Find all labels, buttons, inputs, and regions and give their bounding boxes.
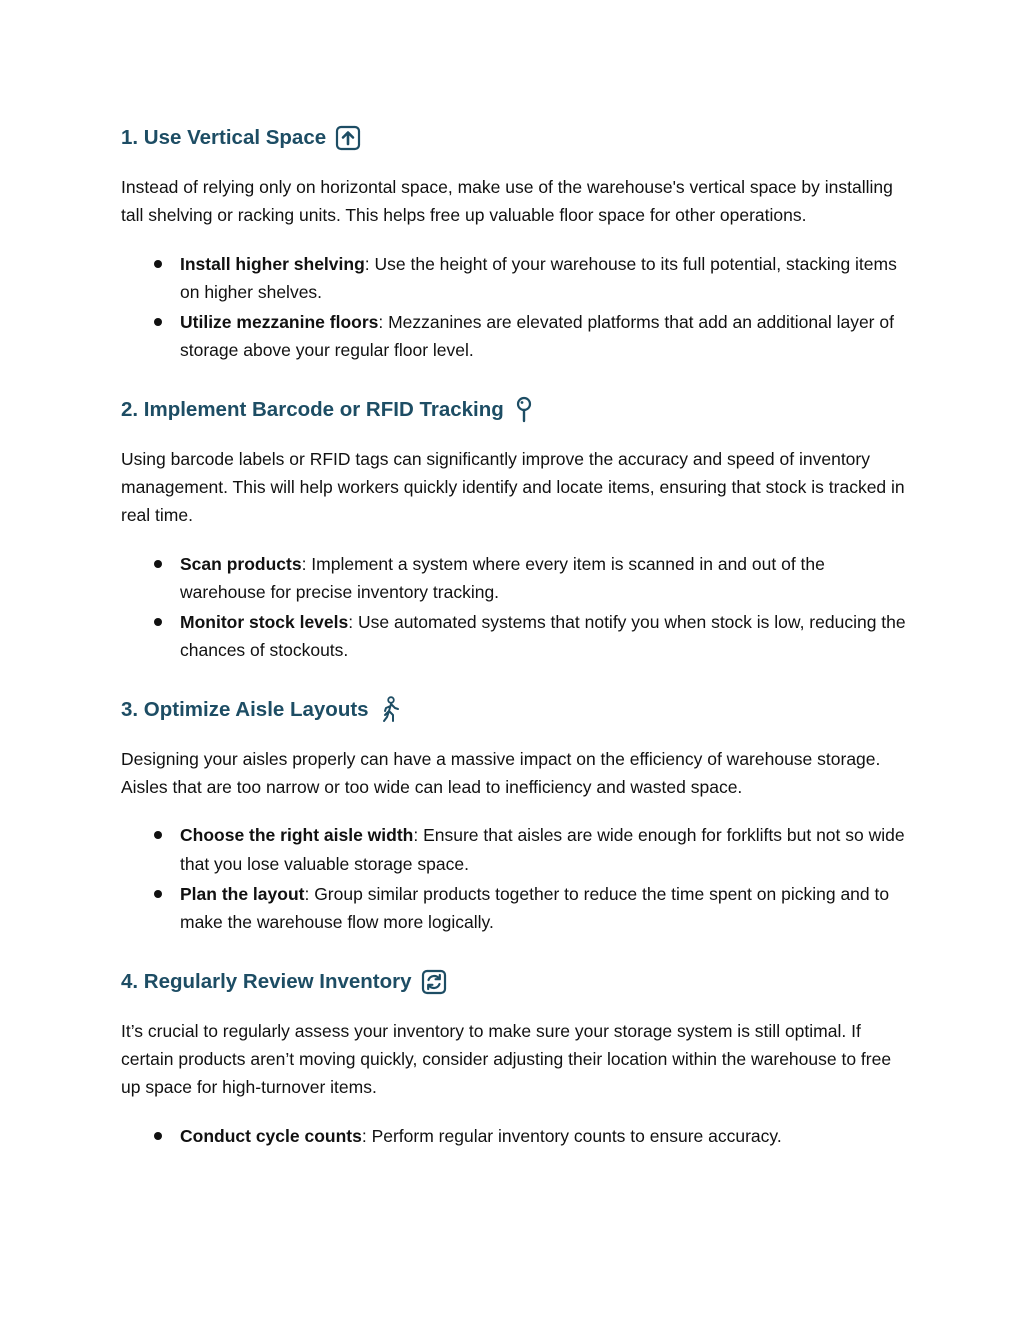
list-item [121, 250, 911, 307]
section-title: 1. Use Vertical Space [121, 126, 327, 149]
section-barcode-tracking [121, 390, 911, 665]
section-title: 4. Regularly Review Inventory [121, 969, 412, 993]
list-item [121, 550, 911, 607]
list-item [121, 308, 911, 365]
walking-person-icon [380, 696, 402, 724]
section-aisle-layouts [121, 690, 911, 936]
refresh-box-icon [421, 969, 447, 995]
up-arrow-box-icon [335, 125, 361, 151]
section-heading [121, 962, 911, 1002]
bullet-text: : Mezzanines are elevated platforms that add an additional layer of storage above your regular floor level. [180, 311, 894, 360]
section-heading [121, 390, 911, 430]
bullet-text: : Perform regular inventory counts to ensure accuracy. [361, 1125, 782, 1146]
bullet-term: Plan the layout [180, 883, 305, 904]
bullet-text: : Use automated systems that notify you when stock is low, reducing the chances of stockouts. [180, 611, 906, 661]
list-item [121, 821, 911, 878]
list-item [121, 1122, 911, 1150]
pin-icon [514, 396, 534, 424]
section-title: 2. Implement Barcode or RFID Tracking [121, 397, 504, 421]
bullet-list [121, 550, 911, 665]
list-item [121, 608, 911, 665]
bullet-list [121, 1122, 911, 1150]
bullet-term: Choose the right aisle width [180, 825, 414, 846]
bullet-term: Install higher shelving [180, 253, 365, 274]
section-paragraph: Using barcode labels or RFID tags can significantly improve the accuracy and speed of inventory management. This will help workers quickly identify and locate items, ensuring that stock is tracked in real time. [121, 448, 905, 526]
section-heading [121, 690, 911, 730]
bullet-text: : Ensure that aisles are wide enough for forklifts but not so wide that you lose valuable storage space. [180, 825, 905, 874]
bullet-term: Scan products [180, 553, 302, 574]
section-title: 3. Optimize Aisle Layouts [121, 697, 369, 721]
section-paragraph: Instead of relying only on horizontal space, make use of the warehouse's vertical space by installing tall shelving or racking units. This helps free up valuable floor space for other operations. [121, 177, 893, 226]
document-page [121, 118, 911, 1151]
bullet-list [121, 250, 911, 365]
bullet-term: Utilize mezzanine floors [180, 311, 379, 332]
section-review-inventory [121, 962, 911, 1150]
bullet-text: : Implement a system where every item is scanned in and out of the warehouse for precise inventory tracking. [180, 553, 825, 602]
section-vertical-space [121, 118, 911, 364]
section-heading [121, 118, 911, 158]
bullet-term: Monitor stock levels [180, 611, 349, 632]
section-paragraph: Designing your aisles properly can have a massive impact on the efficiency of warehouse storage. Aisles that are too narrow or too wide can lead to inefficiency and wasted space. [121, 748, 881, 798]
bullet-term: Conduct cycle counts [180, 1125, 362, 1146]
bullet-text: : Use the height of your warehouse to its full potential, stacking items on higher shelves. [180, 253, 897, 302]
list-item [121, 880, 911, 937]
section-paragraph: It’s crucial to regularly assess your inventory to make sure your storage system is still optimal. If certain products aren’t moving quickly, consider adjusting their location within the warehouse to free up space for high-turnover items. [121, 1020, 892, 1098]
bullet-list [121, 821, 911, 936]
bullet-text: : Group similar products together to reduce the time spent on picking and to make the warehouse flow more logically. [180, 883, 890, 932]
